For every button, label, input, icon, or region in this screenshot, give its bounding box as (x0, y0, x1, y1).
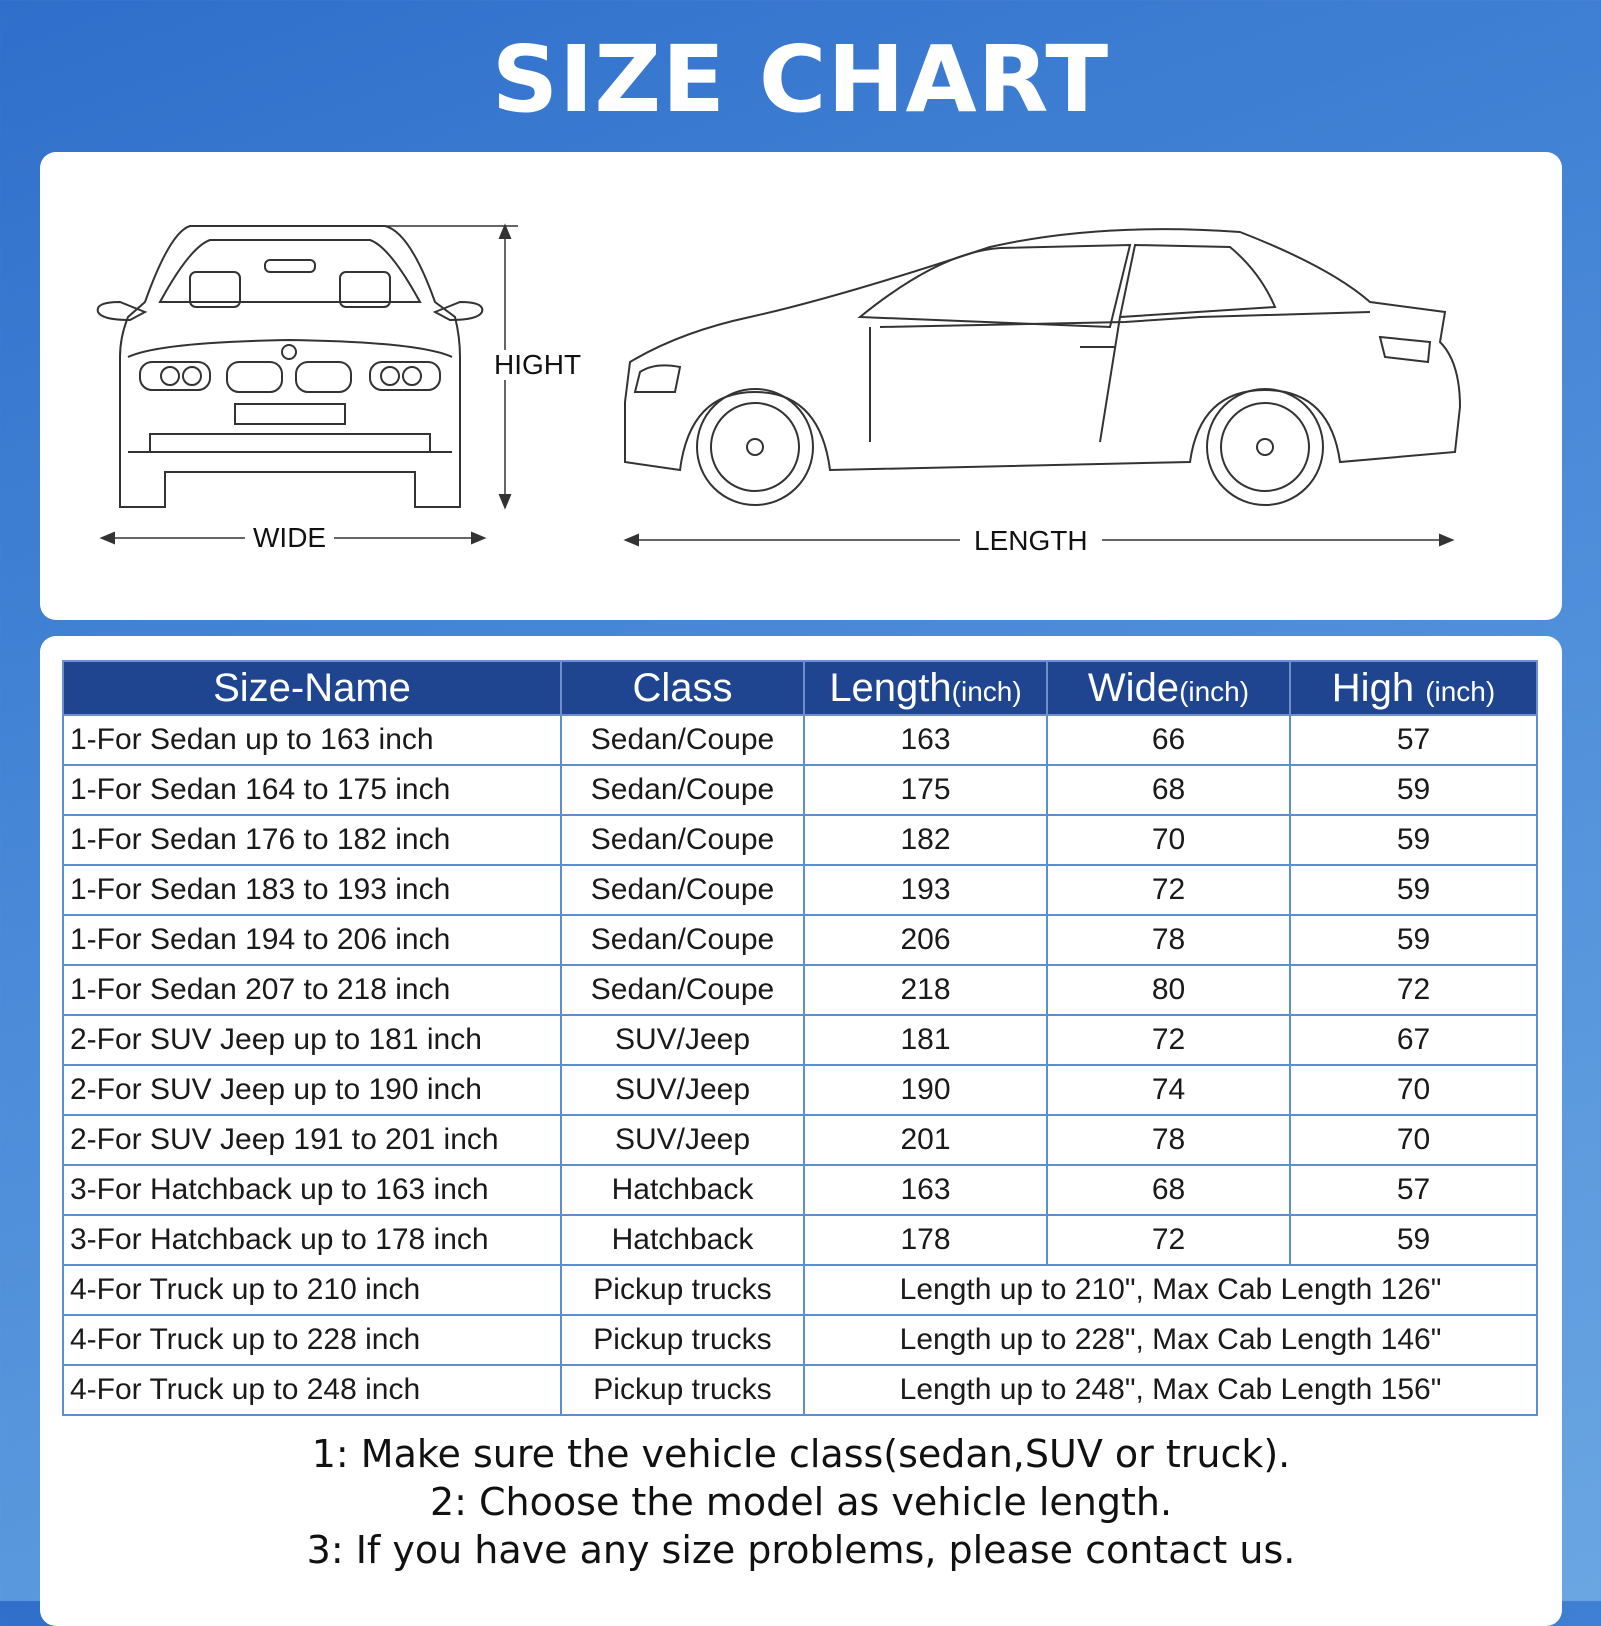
cell-size-name: 1-For Sedan 194 to 206 inch (63, 915, 561, 965)
cell-size-name: 1-For Sedan 176 to 182 inch (63, 815, 561, 865)
cell-wide: 74 (1047, 1065, 1290, 1115)
cell-wide: 78 (1047, 915, 1290, 965)
car-side-view-icon (625, 229, 1460, 505)
cell-class: Sedan/Coupe (561, 915, 804, 965)
cell-size-name: 2-For SUV Jeep up to 190 inch (63, 1065, 561, 1115)
table-row (63, 965, 1537, 1015)
table-row (63, 1365, 1537, 1415)
cell-size-name: 1-For Sedan 207 to 218 inch (63, 965, 561, 1015)
cell-size-name: 3-For Hatchback up to 163 inch (63, 1165, 561, 1215)
cell-wide: 66 (1047, 715, 1290, 765)
cell-class: Sedan/Coupe (561, 865, 804, 915)
note-3: 3: If you have any size problems, please contact us. (306, 1528, 1296, 1572)
height-label: HIGHT (494, 349, 582, 380)
cell-size-name: 1-For Sedan up to 163 inch (63, 715, 561, 765)
cell-size-name: 4-For Truck up to 228 inch (63, 1315, 561, 1365)
cell-wide: 70 (1047, 815, 1290, 865)
cell-high: 59 (1290, 765, 1537, 815)
cell-high: 59 (1290, 915, 1537, 965)
header-class: Class (561, 661, 804, 715)
cell-class: Sedan/Coupe (561, 765, 804, 815)
cell-wide: 68 (1047, 765, 1290, 815)
table-row (63, 865, 1537, 915)
cell-class: Sedan/Coupe (561, 965, 804, 1015)
note-2: 2: Choose the model as vehicle length. (429, 1480, 1173, 1524)
table-row (63, 1165, 1537, 1215)
page-title: SIZE CHART (491, 26, 1110, 133)
cell-class: Pickup trucks (561, 1265, 804, 1315)
cell-size-name: 1-For Sedan 183 to 193 inch (63, 865, 561, 915)
cell-high: 72 (1290, 965, 1537, 1015)
cell-class: Sedan/Coupe (561, 815, 804, 865)
cell-class: Hatchback (561, 1215, 804, 1265)
cell-truck-note: Length up to 210", Max Cab Length 126" (804, 1265, 1537, 1315)
cell-length: 190 (804, 1065, 1047, 1115)
table-row (63, 815, 1537, 865)
car-diagram-panel (40, 152, 1562, 620)
instructions (40, 1430, 1562, 1574)
cell-high: 67 (1290, 1015, 1537, 1065)
cell-wide: 72 (1047, 865, 1290, 915)
table-row (63, 1065, 1537, 1115)
cell-class: Pickup trucks (561, 1315, 804, 1365)
cell-class: SUV/Jeep (561, 1065, 804, 1115)
header-size-name: Size-Name (63, 661, 561, 715)
table-row (63, 1015, 1537, 1065)
cell-high: 59 (1290, 865, 1537, 915)
size-table (62, 660, 1538, 1416)
cell-wide: 72 (1047, 1015, 1290, 1065)
table-row (63, 1215, 1537, 1265)
cell-high: 59 (1290, 1215, 1537, 1265)
note-1: 1: Make sure the vehicle class(sedan,SUV or truck). (311, 1432, 1291, 1476)
cell-wide: 80 (1047, 965, 1290, 1015)
table-row (63, 1265, 1537, 1315)
cell-class: Sedan/Coupe (561, 715, 804, 765)
cell-length: 206 (804, 915, 1047, 965)
cell-length: 178 (804, 1215, 1047, 1265)
cell-length: 163 (804, 715, 1047, 765)
cell-high: 57 (1290, 715, 1537, 765)
cell-size-name: 1-For Sedan 164 to 175 inch (63, 765, 561, 815)
cell-length: 181 (804, 1015, 1047, 1065)
cell-size-name: 2-For SUV Jeep up to 181 inch (63, 1015, 561, 1065)
cell-size-name: 2-For SUV Jeep 191 to 201 inch (63, 1115, 561, 1165)
header-length: Length(inch) (804, 661, 1047, 715)
cell-length: 175 (804, 765, 1047, 815)
header-wide: Wide(inch) (1047, 661, 1290, 715)
cell-size-name: 4-For Truck up to 248 inch (63, 1365, 561, 1415)
cell-length: 193 (804, 865, 1047, 915)
cell-wide: 78 (1047, 1115, 1290, 1165)
table-row (63, 1115, 1537, 1165)
cell-wide: 72 (1047, 1215, 1290, 1265)
cell-high: 57 (1290, 1165, 1537, 1215)
cell-class: Hatchback (561, 1165, 804, 1215)
table-row (63, 915, 1537, 965)
cell-size-name: 3-For Hatchback up to 178 inch (63, 1215, 561, 1265)
cell-length: 182 (804, 815, 1047, 865)
cell-class: Pickup trucks (561, 1365, 804, 1415)
cell-high: 70 (1290, 1115, 1537, 1165)
cell-length: 218 (804, 965, 1047, 1015)
length-label: LENGTH (960, 526, 1102, 556)
header-high: High (inch) (1290, 661, 1537, 715)
cell-high: 70 (1290, 1065, 1537, 1115)
cell-wide: 68 (1047, 1165, 1290, 1215)
table-row (63, 1315, 1537, 1365)
table-header-row (63, 661, 1537, 715)
cell-truck-note: Length up to 228", Max Cab Length 146" (804, 1315, 1537, 1365)
cell-size-name: 4-For Truck up to 210 inch (63, 1265, 561, 1315)
cell-high: 59 (1290, 815, 1537, 865)
width-label: WIDE (245, 523, 334, 553)
cell-truck-note: Length up to 248", Max Cab Length 156" (804, 1365, 1537, 1415)
cell-length: 201 (804, 1115, 1047, 1165)
table-row (63, 715, 1537, 765)
table-row (63, 765, 1537, 815)
cell-class: SUV/Jeep (561, 1015, 804, 1065)
cell-length: 163 (804, 1165, 1047, 1215)
table-body (63, 715, 1537, 1415)
cell-class: SUV/Jeep (561, 1115, 804, 1165)
car-front-view-icon (98, 226, 483, 507)
